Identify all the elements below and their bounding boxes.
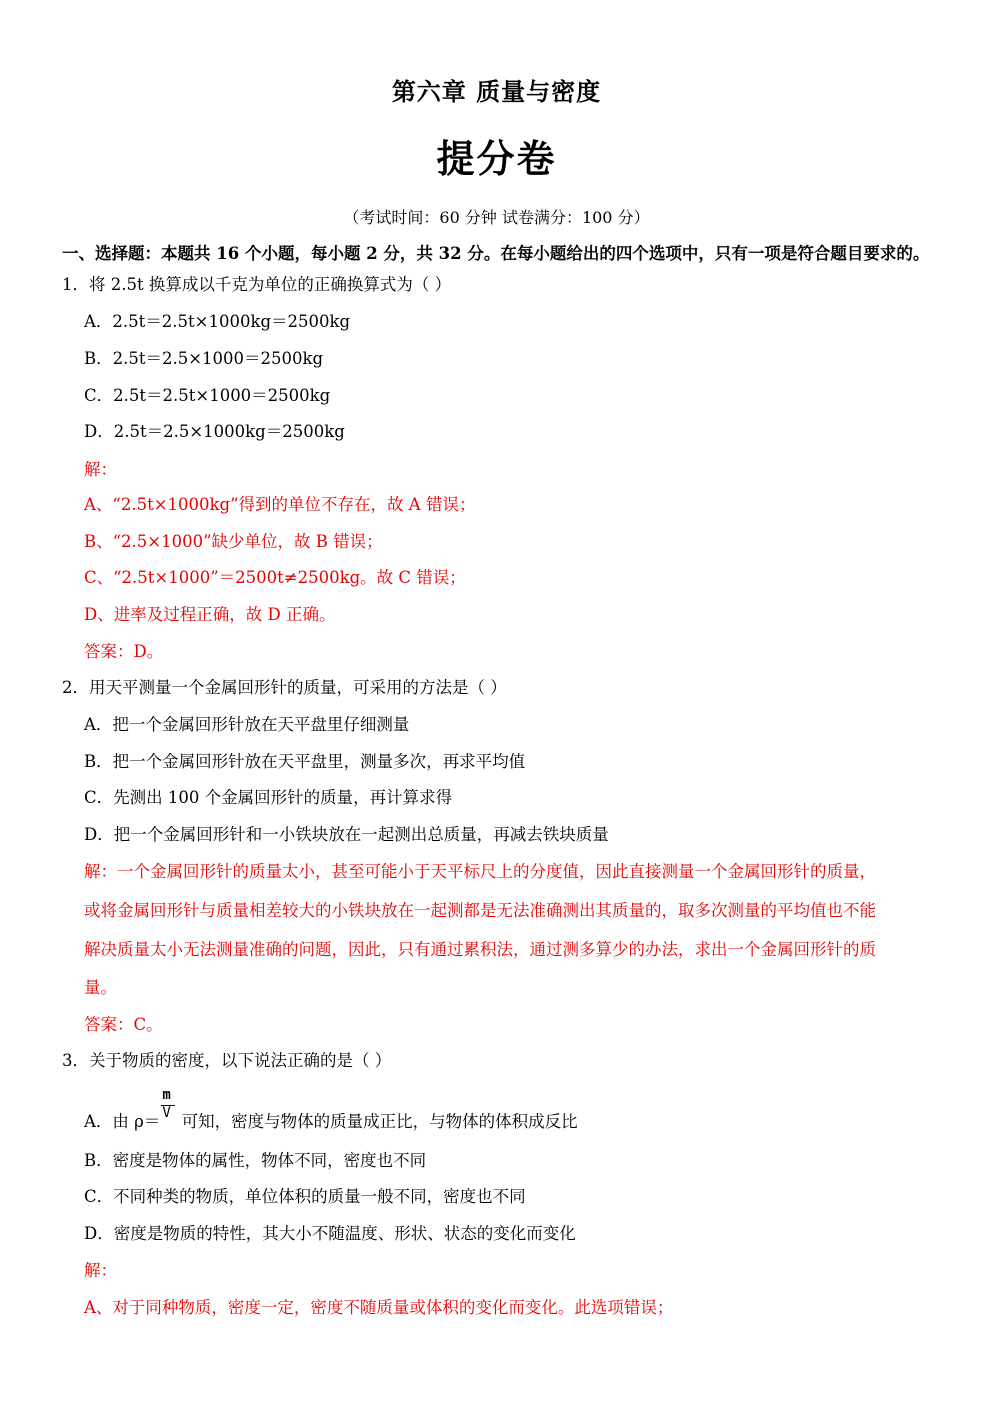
question-1-solution-line: B、“2.5×1000”缺少单位，故 B 错误；: [84, 532, 383, 551]
question-1-solution-label: 解：: [84, 460, 117, 479]
density-fraction: [160, 1087, 176, 1127]
question-3-stem: 3．关于物质的密度，以下说法正确的是（ ）: [62, 1051, 392, 1070]
question-3-option-d: D．密度是物质的特性，其大小不随温度、形状、状态的变化而变化: [84, 1224, 576, 1243]
option-a-prefix: A．由 ρ＝: [84, 1112, 161, 1131]
question-1-option-d: D．2.5t＝2.5×1000kg＝2500kg: [84, 422, 345, 441]
fraction-denominator: V: [162, 1105, 171, 1121]
question-2-solution-line: 或将金属回形针与质量相差较大的小铁块放在一起测都是无法准确测出其质量的，取多次测量的平均值也不能: [84, 901, 876, 920]
question-3-option-c: C．不同种类的物质，单位体积的质量一般不同，密度也不同: [84, 1187, 526, 1206]
question-2-option-d: D．把一个金属回形针和一小铁块放在一起测出总质量，再减去铁块质量: [84, 825, 609, 844]
question-3-option-b: B．密度是物体的属性，物体不同，密度也不同: [84, 1151, 427, 1170]
question-1-solution-line: C、“2.5t×1000”＝2500t≠2500kg。故 C 错误；: [84, 568, 466, 587]
question-1-option-b: B．2.5t＝2.5×1000＝2500kg: [84, 349, 324, 368]
question-3-solution-label: 解：: [84, 1261, 117, 1280]
question-2-solution-line: 解决质量太小无法测量准确的问题，因此，只有通过累积法，通过测多算少的办法，求出一个金属回形针的质: [84, 940, 876, 959]
question-1-option-c: C．2.5t＝2.5t×1000＝2500kg: [84, 386, 331, 405]
question-2-solution-line: 量。: [84, 978, 117, 997]
question-2-answer: 答案：C。: [84, 1015, 163, 1034]
fraction-numerator: m: [162, 1087, 171, 1103]
exam-info: （考试时间：60 分钟 试卷满分：100 分）: [343, 208, 650, 227]
question-3-solution-line: A、对于同种物质，密度一定，密度不随质量或体积的变化而变化。此选项错误；: [84, 1298, 674, 1317]
option-a-suffix: 可知，密度与物体的质量成正比，与物体的体积成反比: [181, 1112, 578, 1131]
question-2-option-b: B．把一个金属回形针放在天平盘里，测量多次，再求平均值: [84, 752, 526, 771]
chapter-title: 第六章 质量与密度: [391, 77, 602, 106]
question-1-option-a: A．2.5t＝2.5t×1000kg＝2500kg: [84, 312, 351, 331]
page-title: 提分卷: [436, 137, 557, 181]
question-2-stem: 2．用天平测量一个金属回形针的质量，可采用的方法是（ ）: [62, 678, 507, 697]
question-3-option-a: [84, 1087, 578, 1132]
question-1-solution-line: A、“2.5t×1000kg”得到的单位不存在，故 A 错误；: [84, 495, 476, 514]
question-1-solution-line: D、进率及过程正确，故 D 正确。: [84, 605, 336, 624]
question-2-option-a: A．把一个金属回形针放在天平盘里仔细测量: [84, 715, 410, 734]
question-2-option-c: C．先测出 100 个金属回形针的质量，再计算求得: [84, 788, 453, 807]
question-1-stem: 1．将 2.5t 换算成以千克为单位的正确换算式为（ ）: [62, 275, 452, 294]
question-1-answer: 答案：D。: [84, 642, 164, 661]
question-2-solution-line: 解：一个金属回形针的质量太小，甚至可能小于天平标尺上的分度值，因此直接测量一个金属回形针的质量，: [84, 862, 876, 881]
section-heading: 一、选择题：本题共 16 个小题，每小题 2 分，共 32 分。在每小题给出的四个选项中，只有一项是符合题目要求的。: [62, 244, 930, 263]
